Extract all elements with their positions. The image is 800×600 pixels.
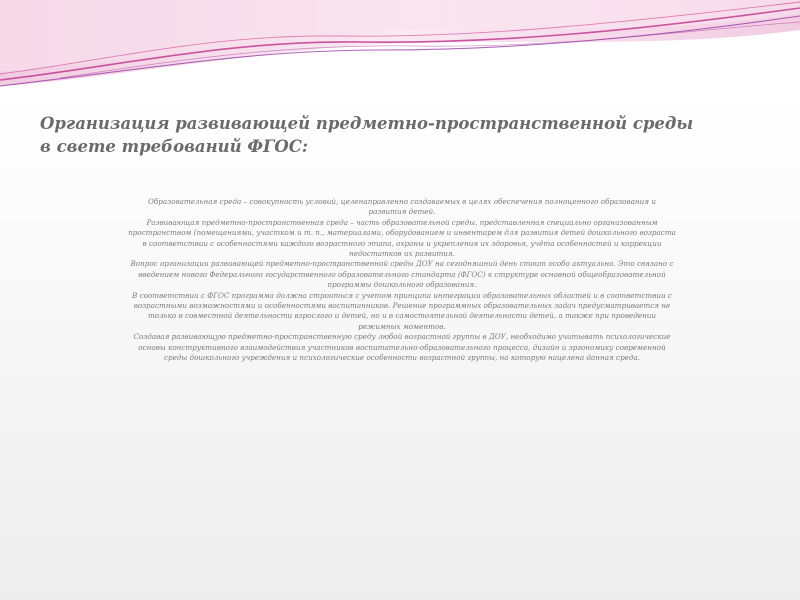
body-paragraph: Образовательная среда – совокупность условий, целенаправленно создаваемых в целях обеспечения полноценного образования и развития детей.: [148, 197, 656, 217]
body-paragraph: В соответствии с ФГОС программа должна строиться с учетом принципа интеграции образовательных областей и в соответствии с возрастными возможностями и особенностями воспитанников. Решение программных образовательных задач предусматривается не только в совместной деятельности взрослого и детей, но и в самостоятельной деятельности детей, а также при проведении режимных моментов.: [132, 290, 672, 331]
body-paragraph: Создавая развивающую предметно-пространственную среду любой возрастной группы в ДОУ, необходимо учитывать психологические основы конструктивного взаимодействия участников воспитательно-образовательного процесса, дизайн и эргономику современной среды дошкольного учреждения и психологические особенности возрастной группы, на которую нацелена данная среда.: [133, 332, 671, 363]
header-wave-decoration: [0, 0, 800, 92]
slide-title: Организация развивающей предметно-пространственной среды в свете требований ФГОС:: [40, 114, 694, 156]
body-paragraph: Вопрос организации развивающей предметно-пространственной среды ДОУ на сегодняшний день стоит особо актуально. Это связано с введением нового Федерального государственного образовательного стандарта (ФГОС) к структуре основной общеобразовательной программы дошкольного образования.: [130, 259, 674, 290]
body-paragraph: Развивающая предметно-пространственная среда – часть образовательной среды, представленная специально организованным пространством (помещениями, участком и т. п., материалами, оборудованием и инвентарем для развития детей дошкольного возраста в соответствии с особенностями каждого возрастного этапа, охраны и укрепления их здоровья, учёта особенностей и коррекции недостатков их развития.: [128, 217, 676, 259]
slide-body: [128, 197, 676, 364]
